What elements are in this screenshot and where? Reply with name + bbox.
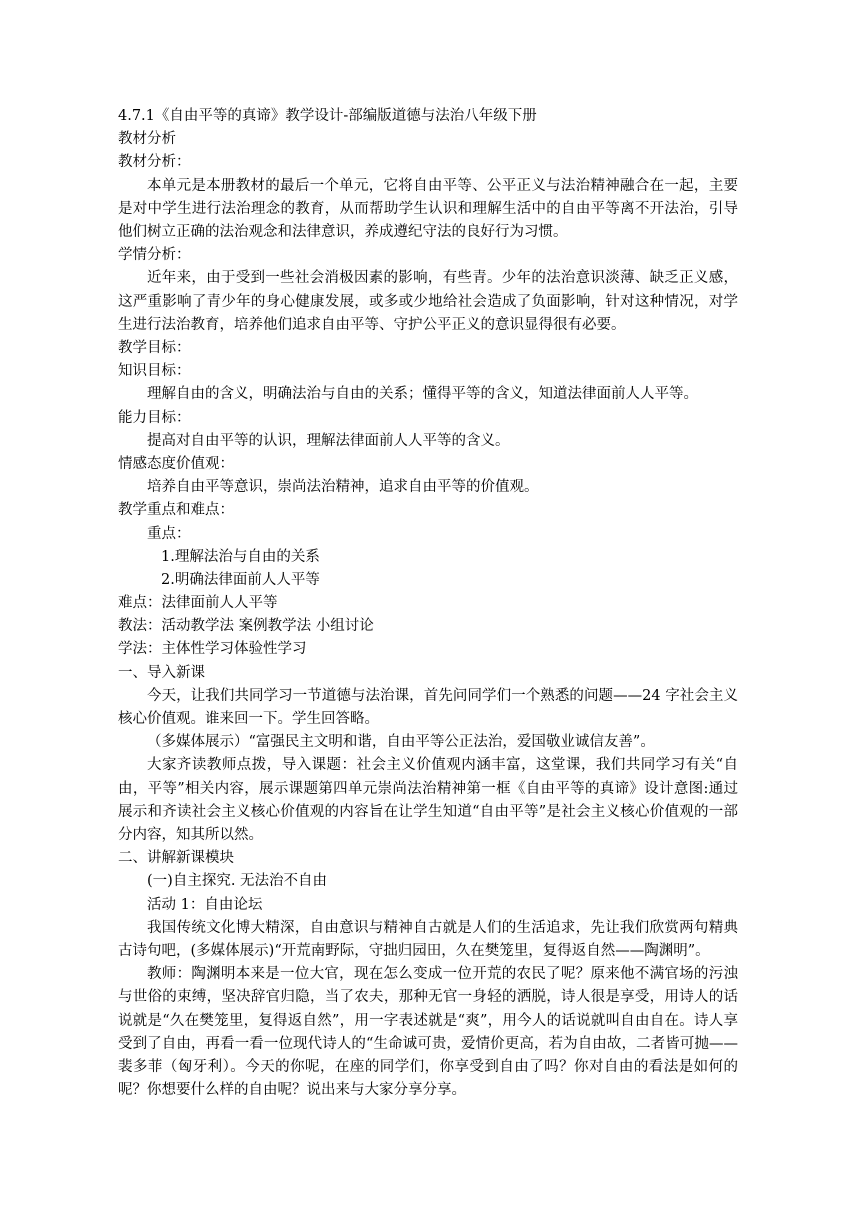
- learning-method-line: 学法：主体性学习体验性学习: [118, 641, 307, 658]
- label-teaching-goals: 教学目标：: [118, 339, 191, 356]
- activity-heading: 活动 1：自由论坛: [147, 896, 263, 913]
- difficulty-line: 难点：法律面前人人平等: [118, 595, 278, 612]
- document-body: [118, 105, 738, 1102]
- label-key-points: 重点：: [147, 525, 191, 542]
- subheading-self-explore: (一)自主探究. 无法治不自由: [147, 873, 328, 890]
- section-heading-intro: 一、导入新课: [118, 664, 205, 681]
- paragraph-emotion-goal: 培养自由平等意识，崇尚法治精神，追求自由平等的价值观。: [147, 479, 539, 496]
- label-key-and-difficult: 教学重点和难点：: [118, 502, 234, 519]
- label-student-analysis: 学情分析：: [118, 247, 191, 264]
- paragraph-textbook-analysis: 本单元是本册教材的最后一个单元，它将自由平等、公平正义与法治精神融合在一起，主要是对中学生进行法治理念的教育，从而帮助学生认识和理解生活中的自由平等离不开法治，引导他们树立正确的法治观念和法律意识，养成遵纪守法的良好行为习惯。: [118, 177, 738, 240]
- label-textbook-analysis: 教材分析：: [118, 154, 191, 171]
- paragraph-student-analysis: 近年来，由于受到一些社会消极因素的影响，有些青。少年的法治意识淡薄、缺乏正义感，这严重影响了青少年的身心健康发展，或多或少地给社会造成了负面影响，针对这种情况，对学生进行法治教育，培养他们追求自由平等、守护公平正义的意识显得很有必要。: [118, 270, 738, 333]
- paragraph-lesson-1: 我国传统文化博大精深，自由意识与精神自古就是人们的生活追求，先让我们欣赏两句精典古诗句吧，(多媒体展示)“开荒南野际，守拙归园田，久在樊笼里，复得返自然——陶渊明”。: [118, 919, 738, 960]
- paragraph-knowledge-goal: 理解自由的含义，明确法治与自由的关系；懂得平等的含义，知道法律面前人人平等。: [147, 386, 698, 403]
- label-knowledge-goal: 知识目标：: [118, 363, 191, 380]
- teaching-method-line: 教法：活动教学法 案例教学法 小组讨论: [118, 618, 374, 635]
- paragraph-intro-1: 今天，让我们共同学习一节道德与法治课，首先问同学们一个熟悉的问题——24 字社会主义核心价值观。谁来回一下。学生回答略。: [118, 687, 738, 728]
- label-ability-goal: 能力目标：: [118, 409, 191, 426]
- paragraph-ability-goal: 提高对自由平等的认识，理解法律面前人人平等的含义。: [147, 432, 510, 449]
- section-heading-new-lesson: 二、讲解新课模块: [118, 850, 234, 867]
- section-heading-textbook: 教材分析: [118, 131, 176, 148]
- paragraph-intro-2: （多媒体展示）“富强民主文明和谐，自由平等公正法治，爱国敬业诚信友善”。: [147, 734, 655, 751]
- key-point-item: 2.明确法律面前人人平等: [161, 571, 320, 588]
- key-point-item: 1.理解法治与自由的关系: [161, 548, 320, 565]
- paragraph-intro-3: 大家齐读教师点拨，导入课题：社会主义价值观内涵丰富，这堂课，我们共同学习有关“自由，平等”相关内容，展示课题第四单元崇尚法治精神第一框《自由平等的真谛》设计意图:通过展示和齐读社会主义核心价值观的内容旨在让学生知道“自由平等”是社会主义核心价值观的一部分内容，知其所以然。: [118, 757, 738, 844]
- label-emotion-goal: 情感态度价值观：: [118, 455, 234, 472]
- paragraph-lesson-2: 教师：陶渊明本来是一位大官，现在怎么变成一位开荒的农民了呢？原来他不满官场的污浊与世俗的束缚，坚决辞官归隐，当了农夫，那种无官一身轻的洒脱，诗人很是享受，用诗人的话说就是“久在樊笼里，复得返自然”，用一字表述就是“爽”，用今人的话说就叫自由自在。诗人享受到了自由，再看一看一位现代诗人的“生命诚可贵，爱情价更高，若为自由故，二者皆可抛——裴多菲（匈牙利）。今天的你呢，在座的同学们，你享受到自由了吗？你对自由的看法是如何的呢？你想要什么样的自由呢？说出来与大家分享分享。: [118, 966, 738, 1099]
- document-title: 4.7.1《自由平等的真谛》教学设计-部编版道德与法治八年级下册: [118, 108, 537, 124]
